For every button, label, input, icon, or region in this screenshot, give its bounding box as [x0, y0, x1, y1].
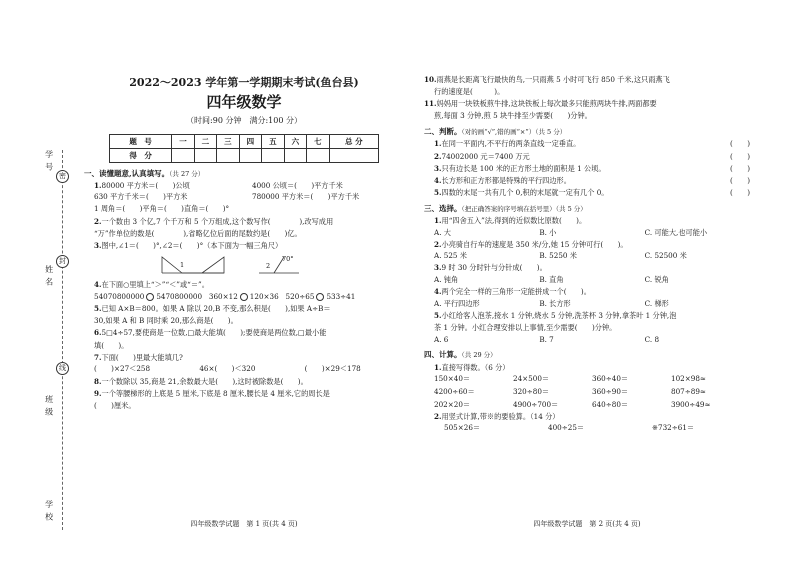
angle-2-label: 2	[266, 262, 271, 271]
q11-number: 11.	[424, 99, 437, 109]
choice-q2-options	[424, 252, 750, 261]
left-page-footer: 四年级数学试题 第 1 页(共 4 页)	[190, 520, 298, 528]
choice-q1	[424, 217, 750, 226]
calc-points: （6 分）	[484, 362, 510, 372]
q9-line2: ( )厘米。	[94, 400, 136, 410]
q4-item: 533÷41	[326, 292, 356, 302]
q5-line1: 已知 A×B＝800。如果 A 除以 20,B 不变,那么积是( ),如果 A÷B＝	[101, 304, 331, 314]
score-input-cell[interactable]	[239, 148, 261, 162]
calc-q1	[424, 364, 750, 373]
q5-number: 5.	[94, 304, 102, 314]
oral-calc-grid	[424, 375, 750, 409]
judge-text: 74002000 元＝7400 万元	[441, 151, 530, 161]
judge-number: 1.	[434, 139, 442, 149]
section-2-title	[424, 127, 750, 137]
q7-line	[84, 354, 404, 363]
q1-b: 4000 公顷＝( )平方千米	[252, 180, 343, 190]
q1-row-1	[84, 182, 404, 191]
q4-items	[84, 293, 404, 302]
vertical-calc-item: ※732÷61＝	[652, 423, 695, 433]
calc-item: 4200÷60＝	[434, 386, 475, 396]
score-input-cell[interactable]	[194, 148, 216, 162]
choice-number: 4.	[434, 287, 442, 297]
q7-a: ( )×27＜258	[94, 364, 151, 374]
calc-item: 320÷80＝	[513, 386, 550, 396]
q10-line1: 雨燕是长距离飞行最快的鸟,一只雨燕 5 小时可飞行 850 千米,这只雨燕飞	[436, 75, 670, 84]
choice-text: 小亮骑自行车的速度是 350 米/分,她 15 分钟可行( )。	[441, 239, 628, 249]
q5-line2: 30,如果 A 和 B 同时乘 20,那么商是( )。	[94, 316, 238, 326]
calc-number: 2.	[434, 411, 442, 421]
calc-item: 807÷89≈	[671, 386, 706, 396]
student-name-label: 姓 名	[44, 265, 54, 287]
q2-line2: “万”作单位的数是( ),省略亿位后面的尾数约是( )亿。	[94, 228, 302, 238]
score-cell: 五	[262, 134, 284, 148]
option-a[interactable]: A. 6	[434, 334, 449, 344]
choice-number: 5.	[434, 310, 442, 320]
q4-item: 360×12	[208, 292, 238, 302]
score-cell: 总 分	[329, 134, 378, 148]
q4-item: 54070800000	[94, 292, 145, 302]
calc-item: 360÷40＝	[592, 374, 629, 384]
score-cell: 题 号	[110, 134, 172, 148]
score-input-cell[interactable]	[172, 148, 194, 162]
vertical-calc-item: 400÷25＝	[548, 423, 585, 433]
score-input-cell[interactable]	[217, 148, 239, 162]
q7-text: 下面( )里最大能填几?	[101, 352, 183, 362]
score-table-header-row	[110, 134, 379, 148]
score-cell: 一	[172, 134, 194, 148]
choice-q5-line-1	[424, 312, 750, 321]
calc-item: 640÷80＝	[592, 399, 629, 409]
q9-line1: 一个等腰梯形的上底是 5 厘米,下底是 8 厘米,腰长是 4 厘米,它的周长是	[101, 388, 330, 398]
q4-text: 在下面○里填上“＞”“＜”或“＝”。	[101, 279, 209, 289]
q9-line-1	[84, 390, 404, 399]
choice-number: 1.	[434, 215, 442, 225]
score-input-cell[interactable]	[262, 148, 284, 162]
compare-circle[interactable]	[146, 293, 154, 301]
choice-q2	[424, 241, 750, 250]
option-c[interactable]: C. 8	[644, 334, 660, 344]
class-label: 班 级	[44, 395, 54, 417]
triangle-ruler-1	[162, 257, 224, 273]
student-number-label: 学 号	[44, 150, 54, 172]
seal-mark-mi: 密	[56, 170, 69, 183]
option-a[interactable]: A. 平行四边形	[434, 298, 480, 308]
judge-answer-paren[interactable]: ( )	[730, 163, 750, 173]
judge-item	[424, 153, 750, 162]
section-1-heading: 一、读懂题意,认真填写。	[84, 168, 170, 178]
judge-number: 4.	[434, 175, 442, 185]
q10-line-1	[424, 76, 750, 85]
judge-text: 四数的末尾一共有几个 0,积的末尾就一定有几个 0。	[441, 187, 609, 197]
compare-circle[interactable]	[240, 293, 248, 301]
score-input-cell[interactable]	[307, 148, 329, 162]
judge-item	[424, 189, 750, 198]
choice-q1-options	[424, 229, 750, 238]
q7-items	[84, 365, 404, 374]
judge-number: 3.	[434, 163, 442, 173]
q11-line2: 煎,每面 3 分钟,煎 5 块牛排至少需要( )分钟。	[434, 111, 592, 121]
calc-item: 24×500＝	[513, 374, 550, 384]
calc-item: 3900÷49≈	[671, 399, 711, 409]
choice-text: 9 时 30 分时针与分针成( )。	[441, 263, 547, 273]
section-1-note: （共 27 分）	[169, 169, 205, 178]
seal-mark-feng: 封	[56, 255, 69, 268]
judge-answer-paren[interactable]: ( )	[730, 187, 750, 197]
calc-text: 用竖式计算,带※的要验算。	[441, 411, 531, 421]
calc-item: 150×40＝	[434, 374, 471, 384]
option-b[interactable]: B. 5250 米	[539, 251, 577, 261]
judge-number: 5.	[434, 187, 442, 197]
right-page	[424, 70, 750, 528]
option-a[interactable]: A. 大	[434, 227, 451, 237]
q10-number: 10.	[424, 75, 437, 84]
option-a[interactable]: A. 钝角	[434, 275, 459, 285]
q1-d: 780000 平方米＝( )平方千米	[252, 192, 360, 202]
q6-line1: 5□4÷57,要使商是一位数,□最大能填( );要使商是两位数,□最小能	[101, 328, 327, 338]
section-4-note: （共 29 分）	[461, 351, 497, 360]
choice-q3-options	[424, 276, 750, 285]
judge-text: 只有边长是 100 米的正方形土地的面积是 1 公顷。	[441, 163, 606, 173]
score-input-cell[interactable]	[284, 148, 306, 162]
score-cell: 六	[284, 134, 306, 148]
compare-circle[interactable]	[316, 293, 324, 301]
q8-line	[84, 378, 404, 387]
q2-line1: 一个数由 3 个亿,7 个千万和 5 个万组成,这个数写作( ),改写成用	[101, 216, 334, 226]
q2-number: 2.	[94, 216, 102, 226]
judge-item	[424, 165, 750, 174]
option-b[interactable]: B. 小	[539, 227, 557, 237]
q7-c: ( )×29＜178	[304, 364, 361, 374]
calc-points: （14 分）	[530, 411, 560, 421]
angle-70-label: 70°	[282, 255, 294, 264]
q3-line	[84, 242, 404, 251]
q8-number: 8.	[94, 376, 102, 386]
calc-item: 4900÷700＝	[513, 399, 559, 409]
calc-item: 202×20＝	[434, 399, 471, 409]
score-input-cell[interactable]	[329, 148, 378, 162]
option-b[interactable]: B. 长方形	[539, 298, 571, 308]
q3-figure	[84, 253, 404, 277]
q6-line2: 填( )。	[94, 340, 129, 350]
judge-item	[424, 140, 750, 149]
choice-text: 两个完全一样的三角形一定能拼成一个( )。	[441, 287, 591, 297]
q2-line-1	[84, 218, 404, 227]
score-cell: 二	[194, 134, 216, 148]
q4-item: 120×36	[249, 292, 279, 302]
q3-number: 3.	[94, 240, 102, 250]
q11-line1: 妈妈用一块铁板煎牛排,这块铁板上每次最多只能煎两块牛排,两面都要	[436, 99, 657, 109]
vertical-calc-item: 505×26＝	[444, 423, 481, 433]
section-3-title	[424, 204, 750, 214]
choice-number: 2.	[434, 239, 442, 249]
judge-text: 长方形和正方形都是特殊的平行四边形。	[441, 175, 571, 185]
q6-number: 6.	[94, 328, 102, 338]
binding-strip	[0, 0, 84, 561]
q4-line	[84, 281, 404, 290]
choice-q5-options	[424, 336, 750, 345]
q1-e: 1 周角＝( )平角＝( )直角＝( )°	[94, 204, 230, 214]
q4-item: 520÷65	[285, 292, 315, 302]
choice-q5-line2: 茶 1 分钟。小红合理安排以上事情,至少需要( )分钟。	[434, 323, 617, 333]
score-table	[109, 134, 379, 163]
option-b[interactable]: B. 直角	[539, 275, 564, 285]
judge-item	[424, 177, 750, 186]
judge-answer-paren[interactable]: ( )	[730, 151, 750, 161]
judge-answer-paren[interactable]: ( )	[730, 175, 750, 185]
section-3-note: （把正确答案的序号填在括号里）（共 5 分）	[461, 204, 587, 213]
section-4-heading: 四、计算。	[424, 350, 462, 360]
section-4-title	[424, 350, 750, 360]
triangle-rulers-svg	[84, 253, 404, 277]
exam-subject: 四年级数学	[206, 93, 282, 112]
school-label: 学 校	[44, 500, 54, 522]
score-cell: 四	[239, 134, 261, 148]
choice-text: 用“四舍五入”法,得到的近似数比原数( )。	[441, 215, 587, 225]
option-c[interactable]: C. 52500 米	[644, 251, 687, 261]
q11-line-1	[424, 100, 750, 109]
calc-q2	[424, 413, 750, 422]
left-page	[84, 70, 404, 528]
score-row-label: 得 分	[110, 148, 172, 162]
binding-dashed-line	[62, 150, 63, 530]
score-table-score-row	[110, 148, 379, 162]
right-page-footer: 四年级数学试题 第 2 页(共 4 页)	[533, 520, 641, 528]
exam-title: 2022～2023 学年第一学期期末考试(鱼台县)	[129, 76, 359, 89]
score-cell: 七	[307, 134, 329, 148]
q7-number: 7.	[94, 352, 102, 362]
option-c[interactable]: C. 可能大,也可能小	[644, 227, 708, 237]
option-c[interactable]: C. 梯形	[644, 298, 669, 308]
q1-c: 630 平方千米＝( )平方米	[94, 192, 188, 202]
section-2-note: （对的画“√”,错的画“×”）（共 5 分）	[461, 128, 567, 137]
option-a[interactable]: A. 525 米	[434, 251, 467, 261]
q9-number: 9.	[94, 388, 102, 398]
section-1-title	[84, 169, 404, 179]
q4-item: 5470800000	[156, 292, 203, 302]
vertical-calc-row	[424, 424, 750, 433]
q10-line2: 行的速度是( )。	[434, 87, 505, 97]
q1-a: 80000 平方米＝( )公顷	[101, 180, 190, 190]
score-cell: 三	[217, 134, 239, 148]
q1-number: 1.	[94, 180, 102, 190]
choice-number: 3.	[434, 263, 442, 273]
calc-item: 102×98≈	[671, 374, 706, 384]
q1-row-2	[84, 193, 404, 202]
choice-text: 小红给客人泡茶,接水 1 分钟,烧水 5 分钟,洗茶杯 3 分钟,拿茶叶 1 分钟,泡	[441, 310, 677, 320]
choice-q3	[424, 264, 750, 273]
q3-text: 图中,∠1＝( )°,∠2＝( )°（本下面为一幅三角尺）	[101, 240, 283, 250]
q7-b: 46×( )＜320	[199, 364, 256, 374]
calc-item: 360÷90＝	[592, 386, 629, 396]
angle-1-label: 1	[180, 261, 185, 270]
option-b[interactable]: B. 7	[539, 334, 554, 344]
choice-q4-options	[424, 300, 750, 309]
q4-number: 4.	[94, 279, 102, 289]
seal-mark-xian: 线	[56, 362, 69, 375]
q6-line-1	[84, 329, 404, 338]
section-2-heading: 二、判断。	[424, 127, 462, 137]
judge-answer-paren[interactable]: ( )	[730, 139, 750, 149]
judge-text: 在同一平面内,不平行的两条直线一定垂直。	[441, 139, 581, 149]
option-c[interactable]: C. 锐角	[644, 275, 669, 285]
judge-number: 2.	[434, 151, 442, 161]
calc-text: 直接写得数。	[441, 362, 485, 372]
choice-q4	[424, 288, 750, 297]
calc-number: 1.	[434, 362, 442, 372]
q5-line-1	[84, 305, 404, 314]
exam-info: （时间:90 分钟 满分:100 分）	[186, 116, 302, 126]
q8-text: 一个数除以 35,商是 21,余数最大是( ),这时被除数是( )。	[101, 376, 308, 386]
section-3-heading: 三、选择。	[424, 203, 462, 213]
